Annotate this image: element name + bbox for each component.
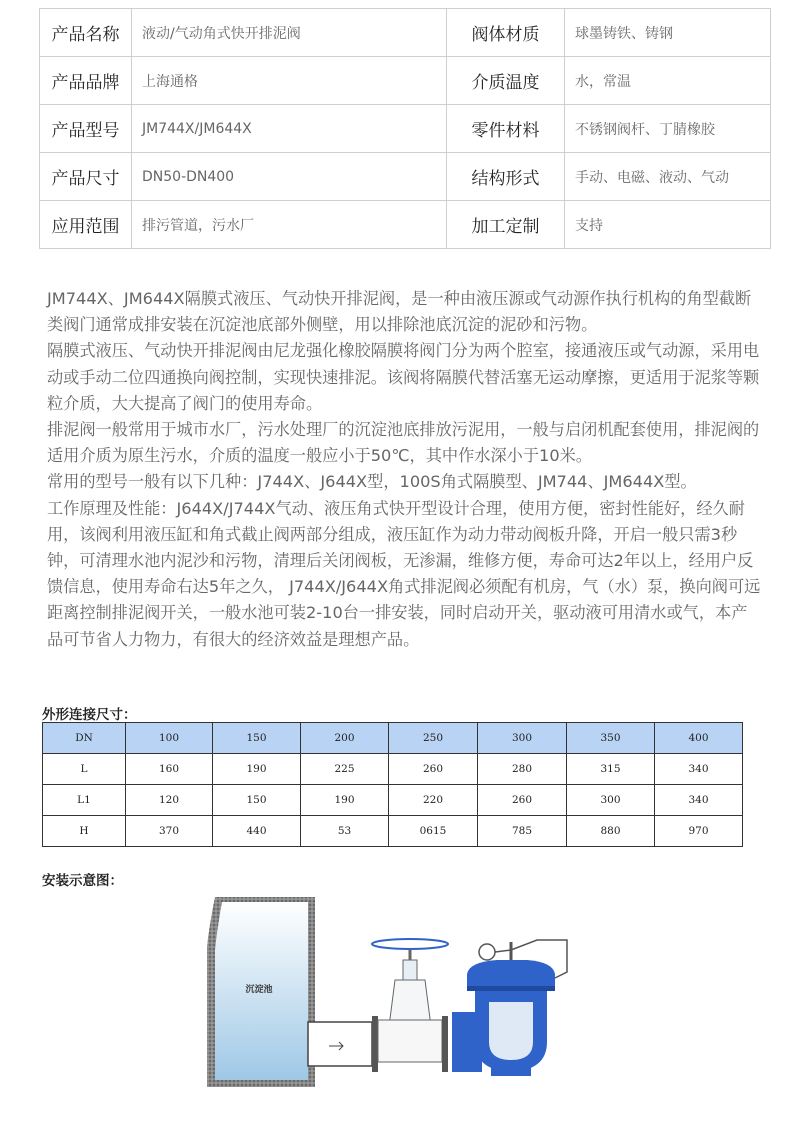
- description-paragraph: 排泥阀一般常用于城市水厂，污水处理厂的沉淀池底排放污泥用，一般与启闭机配套使用，排泥阀的适用介质为原生污水，介质的温度一般应小于50℃，其中作水深小于10米。: [47, 420, 760, 466]
- dimension-cell: 100: [126, 723, 213, 754]
- dimension-cell: 225: [301, 754, 389, 785]
- spec-label: 阀体材质: [447, 9, 565, 57]
- dimension-cell: 300: [567, 785, 655, 816]
- dimension-row: [43, 785, 743, 816]
- spec-value: 液动/气动角式快开排泥阀: [132, 9, 447, 57]
- description-paragraph: 工作原理及性能：J644X/J744X气动、液压角式快开型设计合理，使用方便，密封性能好，经久耐用，该阀利用液压缸和角式截止阀两部分组成，液压缸作为动力带动阀板升降，开启一般只需3秒钟，可清理水池内泥沙和污物，清理后关闭阀板，无渗漏，维修方便，寿命可达2年以上，经用户反馈信息，使用寿命右达5年之久， J744X/J644X角式排泥阀必须配有机房，气（水）泵，换向阀可远距离控制排泥阀开关，一般水池可装2-10台一排安装，同时启动开关，驱动液可用清水或气，本产品可节省人力物力，有很大的经济效益是理想产品。: [47, 498, 761, 649]
- dimension-cell: 190: [213, 754, 301, 785]
- dimension-cell: 350: [567, 723, 655, 754]
- dimension-header-row: [43, 723, 743, 754]
- hydraulic-angle-valve: [452, 940, 567, 1076]
- spec-row: [40, 105, 771, 153]
- dimension-cell: 250: [389, 723, 478, 754]
- dimension-cell: 340: [655, 754, 743, 785]
- dimension-row: [43, 816, 743, 847]
- spec-value: JM744X/JM644X: [132, 105, 447, 153]
- dimension-cell: 970: [655, 816, 743, 847]
- spec-label: 加工定制: [447, 201, 565, 249]
- spec-table: [39, 8, 771, 249]
- spec-value: 水，常温: [565, 57, 771, 105]
- dimension-cell: L1: [43, 785, 126, 816]
- dimension-cell: 200: [301, 723, 389, 754]
- dimension-table: [42, 722, 743, 847]
- dimension-cell: DN: [43, 723, 126, 754]
- dimension-caption: 外形连接尺寸：: [42, 707, 137, 723]
- spec-row: [40, 9, 771, 57]
- dimension-cell: 370: [126, 816, 213, 847]
- dimension-cell: 260: [478, 785, 567, 816]
- spec-label: 产品型号: [40, 105, 132, 153]
- installation-diagram: [197, 892, 597, 1092]
- dimension-cell: 120: [126, 785, 213, 816]
- gate-valve: [372, 939, 448, 1072]
- tank-label: 沉淀池: [245, 985, 273, 995]
- product-description: [47, 286, 762, 653]
- spec-label: 零件材料: [447, 105, 565, 153]
- dimension-cell: 150: [213, 785, 301, 816]
- dimension-cell: 880: [567, 816, 655, 847]
- dimension-cell: 190: [301, 785, 389, 816]
- spec-label: 产品名称: [40, 9, 132, 57]
- dimension-cell: 150: [213, 723, 301, 754]
- dimension-cell: 315: [567, 754, 655, 785]
- description-paragraph: 隔膜式液压、气动快开排泥阀由尼龙强化橡胶隔膜将阀门分为两个腔室，接通液压或气动源，采用电动或手动二位四通换向阀控制，实现快速排泥。该阀将隔膜代替活塞无运动摩擦，更适用于泥浆等颗粒介质，大大提高了阀门的使用寿命。: [47, 341, 760, 413]
- dimension-cell: 785: [478, 816, 567, 847]
- dimension-cell: 220: [389, 785, 478, 816]
- dimension-cell: 440: [213, 816, 301, 847]
- dimension-cell: 280: [478, 754, 567, 785]
- spec-value: 不锈钢阀杆、丁腈橡胶: [565, 105, 771, 153]
- description-paragraph: 常用的型号一般有以下几种：J744X、J644X型，100S角式隔膜型、JM744、JM644X型。: [47, 472, 697, 492]
- spec-value: 球墨铸铁、铸钢: [565, 9, 771, 57]
- dimension-cell: 340: [655, 785, 743, 816]
- spec-value: DN50-DN400: [132, 153, 447, 201]
- spec-row: [40, 201, 771, 249]
- dimension-cell: 300: [478, 723, 567, 754]
- dimension-cell: 260: [389, 754, 478, 785]
- dimension-cell: 160: [126, 754, 213, 785]
- spec-label: 产品尺寸: [40, 153, 132, 201]
- spec-value: 上海通格: [132, 57, 447, 105]
- spec-label: 结构形式: [447, 153, 565, 201]
- dimension-cell: 0615: [389, 816, 478, 847]
- spec-label: 应用范围: [40, 201, 132, 249]
- spec-label: 产品品牌: [40, 57, 132, 105]
- spec-value: 排污管道，污水厂: [132, 201, 447, 249]
- dimension-row: [43, 754, 743, 785]
- spec-row: [40, 153, 771, 201]
- spec-label: 介质温度: [447, 57, 565, 105]
- description-paragraph: JM744X、JM644X隔膜式液压、气动快开排泥阀，是一种由液压源或气动源作执行机构的角型截断类阀门通常成排安装在沉淀池底部外侧壁，用以排除池底沉淀的泥砂和污物。: [47, 289, 752, 335]
- install-caption: 安装示意图：: [42, 873, 123, 889]
- sedimentation-tank: [207, 897, 315, 1087]
- dimension-cell: 400: [655, 723, 743, 754]
- dimension-cell: H: [43, 816, 126, 847]
- spec-value: 手动、电磁、液动、气动: [565, 153, 771, 201]
- dimension-cell: 53: [301, 816, 389, 847]
- spec-row: [40, 57, 771, 105]
- outlet-pipe: [308, 1016, 378, 1072]
- spec-value: 支持: [565, 201, 771, 249]
- dimension-cell: L: [43, 754, 126, 785]
